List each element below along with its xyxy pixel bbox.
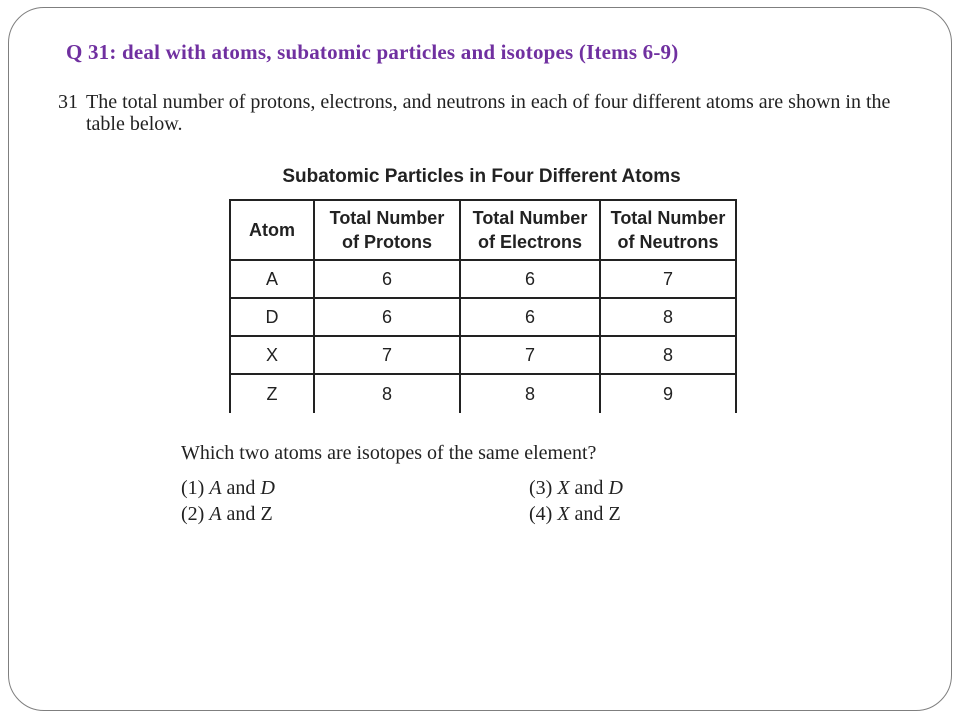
cell-protons: 6 [314,260,460,298]
cell-neutrons: 8 [600,336,736,374]
cell-atom: D [230,298,314,336]
header-protons-label: Total Number of Protons [329,208,445,252]
choice-atom-a: A [209,503,222,525]
cell-electrons: 8 [460,374,600,413]
header-neutrons [600,200,736,260]
cell-electrons: 6 [460,298,600,336]
subatomic-particles-table [229,199,737,413]
question-number: 31 [58,91,78,113]
cell-atom: X [230,336,314,374]
question-text: The total number of protons, electrons, and neutrons in each of four different atoms are shown in the table below. [86,91,891,135]
choice-and: and [226,503,256,525]
table-row [230,336,736,374]
choice-number: (3) [529,477,553,499]
table-row [230,374,736,413]
cell-protons: 8 [314,374,460,413]
question-prompt: Which two atoms are isotopes of the same element? [181,442,597,464]
cell-electrons: 7 [460,336,600,374]
choice-number: (2) [181,503,205,525]
cell-neutrons: 8 [600,298,736,336]
header-neutrons-label: Total Number of Neutrons [610,208,726,252]
cell-atom: Z [230,374,314,413]
header-atom: Atom [230,200,314,260]
cell-electrons: 6 [460,260,600,298]
slide-title: Q 31: deal with atoms, subatomic particles and isotopes (Items 6-9) [66,40,679,64]
choice-and: and [574,477,604,499]
choice-and: and [226,477,256,499]
table-caption: Subatomic Particles in Four Different Atoms [282,166,681,187]
choice-atom-b: D [608,477,623,499]
choice-number: (4) [529,503,553,525]
answer-choice-2[interactable] [181,503,273,526]
choice-atom-a: X [557,477,570,499]
table-row [230,260,736,298]
cell-protons: 6 [314,298,460,336]
answer-choice-4[interactable] [529,503,621,526]
header-electrons-label: Total Number of Electrons [472,208,588,252]
choice-atom-b: D [260,477,275,499]
choice-number: (1) [181,477,205,499]
table-header-row [230,200,736,260]
choice-and: and [574,503,604,525]
cell-neutrons: 7 [600,260,736,298]
cell-protons: 7 [314,336,460,374]
choice-atom-a: X [557,503,570,525]
choice-atom-a: A [209,477,222,499]
answer-choice-1[interactable] [181,477,275,500]
cell-neutrons: 9 [600,374,736,413]
cell-atom: A [230,260,314,298]
choice-atom-b: Z [608,503,621,525]
header-protons [314,200,460,260]
answer-choice-3[interactable] [529,477,623,500]
choice-atom-b: Z [260,503,273,525]
table-row [230,298,736,336]
header-electrons [460,200,600,260]
question [58,91,928,135]
